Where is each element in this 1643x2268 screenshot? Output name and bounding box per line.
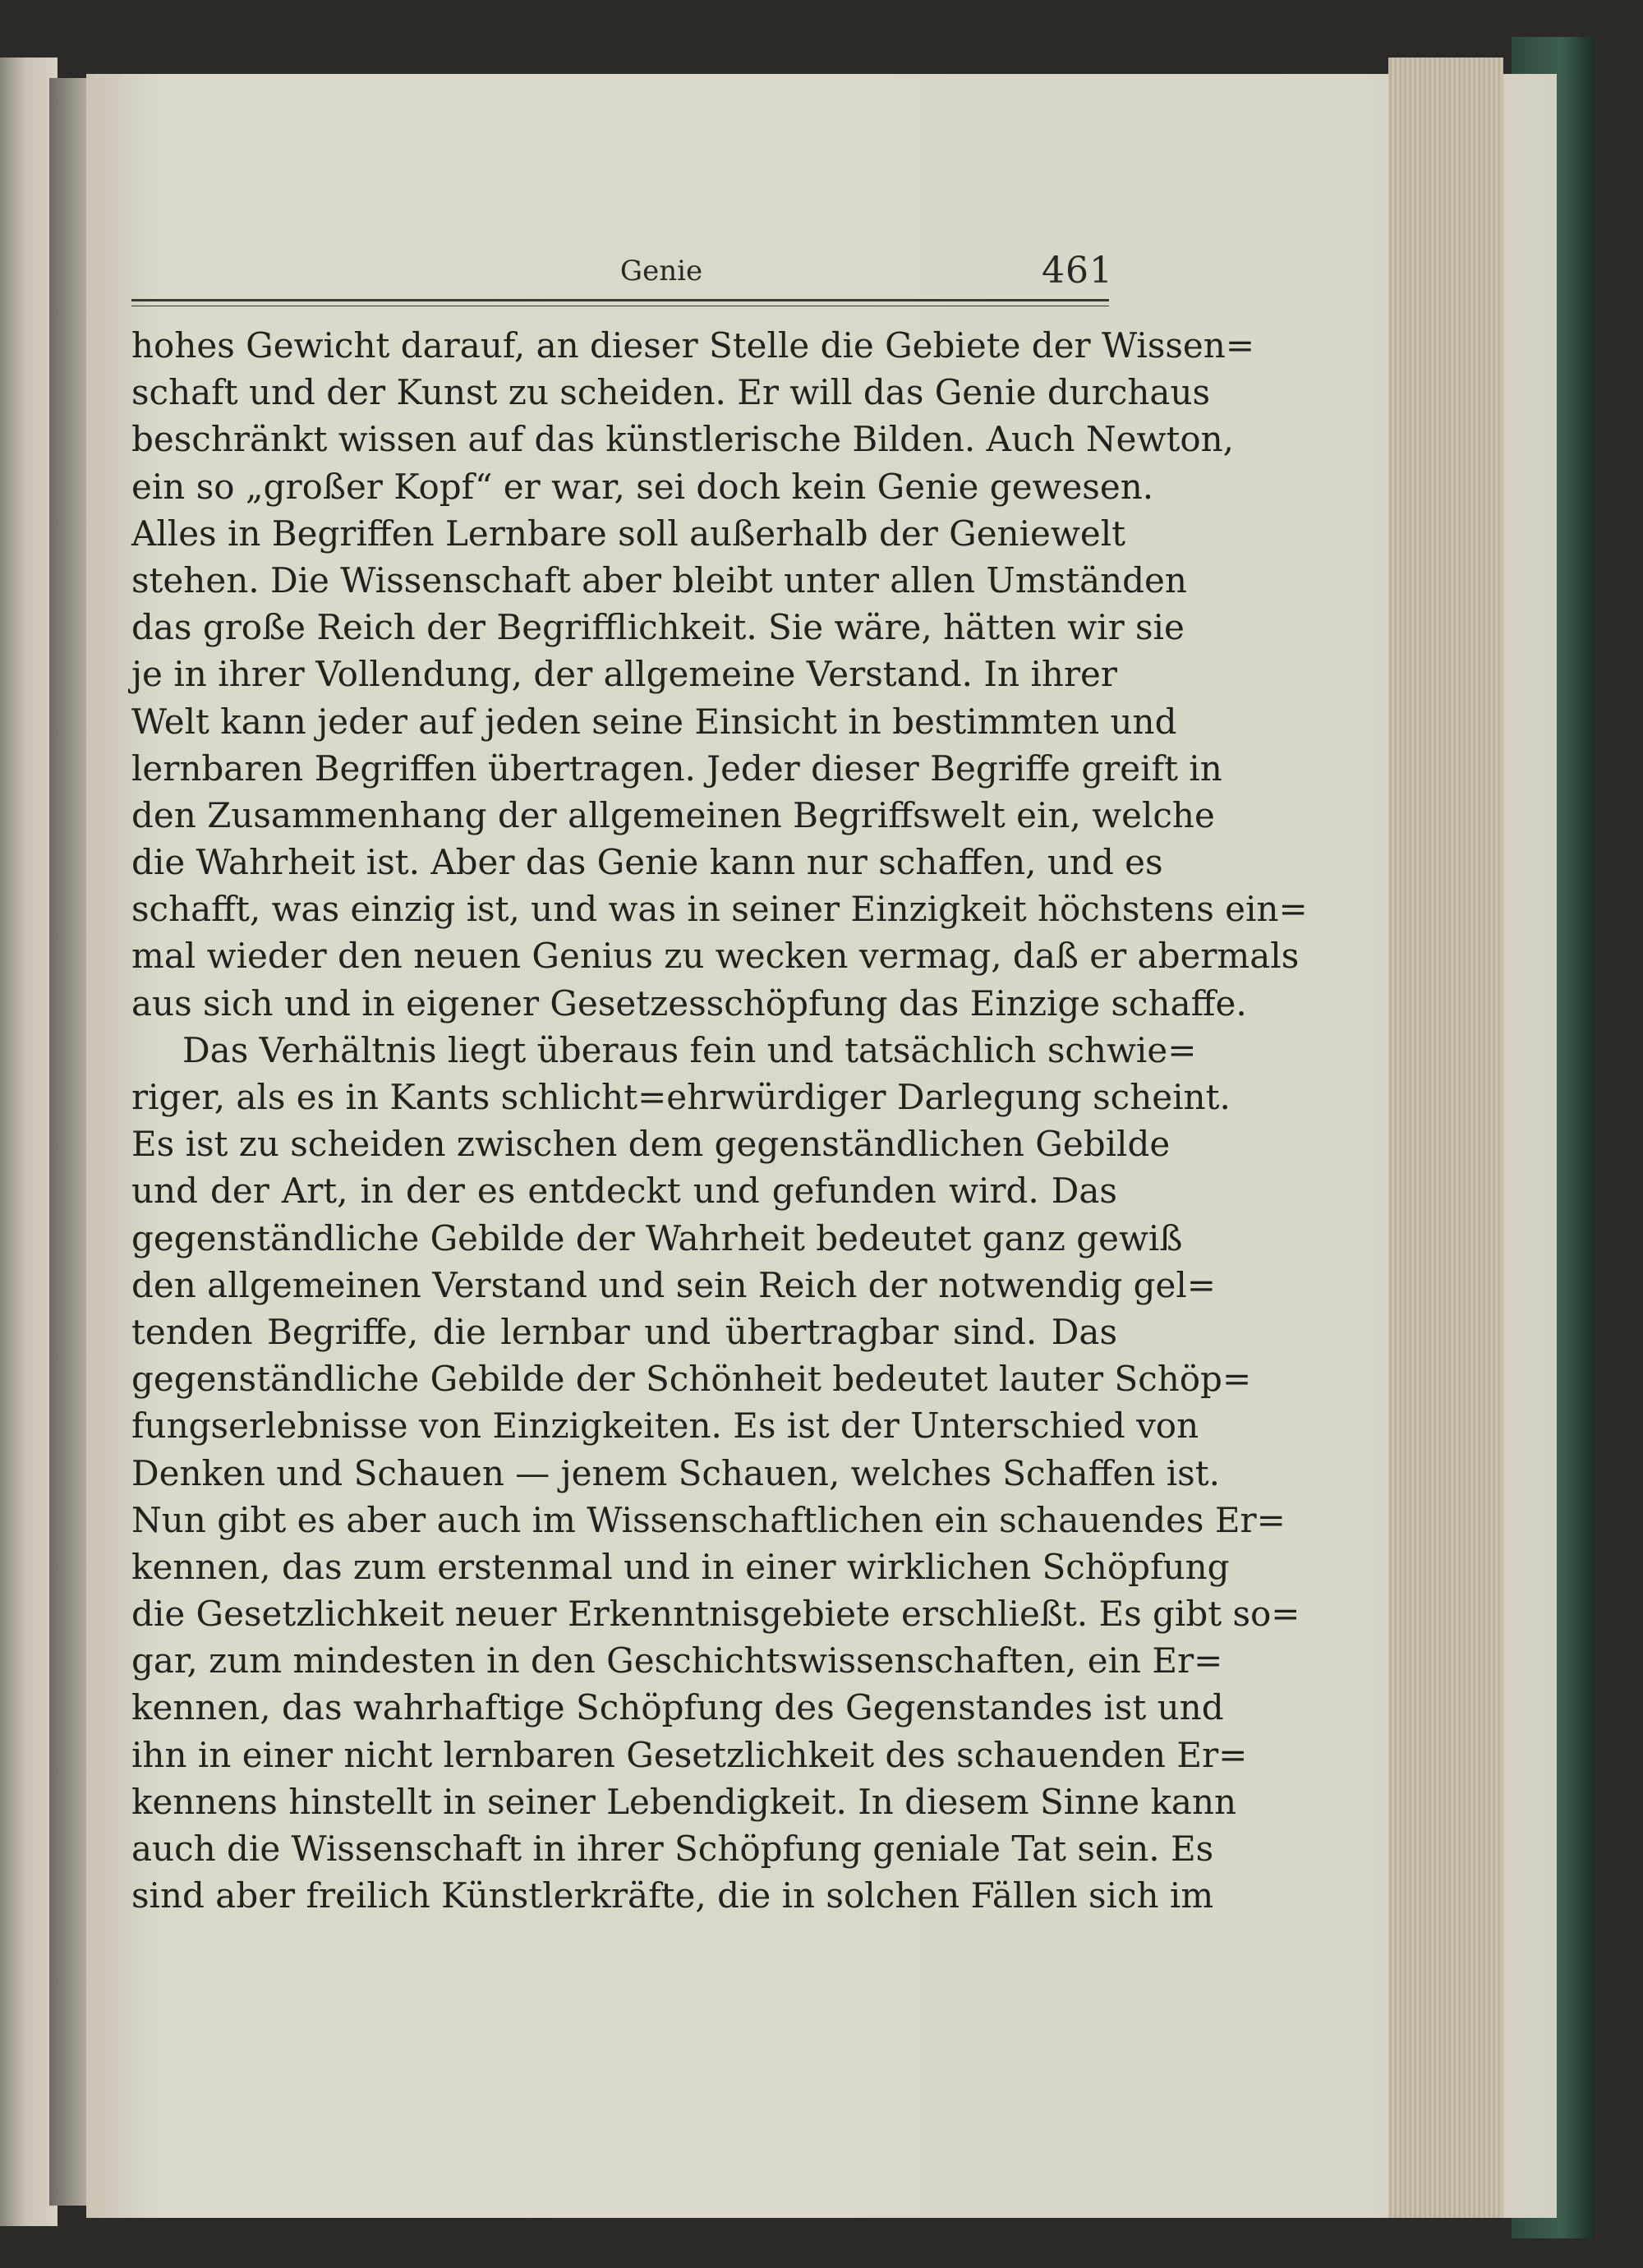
text-line: gar, zum mindesten in den Geschichtswissenschaften, ein Er= [131, 1640, 1223, 1681]
text-line: mal wieder den neuen Genius zu wecken vermag, daß er abermals [131, 936, 1300, 977]
text-line: gegenständliche Gebilde der Wahrheit bedeutet ganz gewiß [131, 1217, 1183, 1258]
text-line: kennens hinstellt in seiner Lebendigkeit. In diesem Sinne kann [131, 1781, 1237, 1822]
text-line: tenden Begriffe, die lernbar und übertragbar sind. Das [131, 1311, 1117, 1352]
text-line: Das Verhältnis liegt überaus fein und tatsächlich schwie= [182, 1029, 1197, 1070]
text-line: Alles in Begriffen Lernbare soll außerhalb der Geniewelt [131, 513, 1126, 554]
text-line: Welt kann jeder auf jeden seine Einsicht in bestimmten und [131, 701, 1177, 742]
page-block-edges [1388, 58, 1503, 2218]
header-rule [131, 299, 1109, 301]
text-line: die Wahrheit ist. Aber das Genie kann nur schaffen, und es [131, 842, 1163, 883]
text-line: kennen, das wahrhaftige Schöpfung des Gegenstandes ist und [131, 1687, 1224, 1728]
text-line: ein so „großer Kopf“ er war, sei doch kein Genie gewesen. [131, 466, 1154, 507]
text-line: lernbaren Begriffen übertragen. Jeder dieser Begriffe greift in [131, 748, 1222, 789]
text-line: den Zusammenhang der allgemeinen Begriffswelt ein, welche [131, 794, 1215, 835]
text-line: gegenständliche Gebilde der Schönheit bedeutet lauter Schöp= [131, 1359, 1252, 1400]
text-line: Nun gibt es aber auch im Wissenschaftlichen ein schauendes Er= [131, 1499, 1286, 1540]
text-line: ihn in einer nicht lernbaren Gesetzlichkeit des schauenden Er= [131, 1734, 1248, 1775]
text-line: sind aber freilich Künstlerkräfte, die in solchen Fällen sich im [131, 1875, 1214, 1916]
text-line: stehen. Die Wissenschaft aber bleibt unter allen Umständen [131, 559, 1187, 600]
text-line: je in ihrer Vollendung, der allgemeine Verstand. In ihrer [131, 654, 1117, 695]
running-head [127, 246, 1113, 304]
text-line: aus sich und in eigener Gesetzesschöpfung das Einzige schaffe. [131, 982, 1247, 1024]
book-gutter [49, 78, 90, 2206]
text-line: Denken und Schauen — jenem Schauen, welches Schaffen ist. [131, 1452, 1220, 1493]
text-line: schaft und der Kunst zu scheiden. Er will das Genie durchaus [131, 372, 1211, 413]
running-title: Genie [619, 255, 703, 288]
text-line: Es ist zu scheiden zwischen dem gegenständlichen Gebilde [131, 1124, 1171, 1165]
text-line: die Gesetzlichkeit neuer Erkenntnisgebiete erschließt. Es gibt so= [131, 1594, 1300, 1635]
text-line: und der Art, in der es entdeckt und gefunden wird. Das [131, 1171, 1117, 1212]
text-line: kennen, das zum erstenmal und in einer wirklichen Schöpfung [131, 1546, 1230, 1587]
text-line: das große Reich der Begrifflichkeit. Sie wäre, hätten wir sie [131, 607, 1185, 648]
text-line: riger, als es in Kants schlicht=ehrwürdiger Darlegung scheint. [131, 1077, 1231, 1117]
text-line: hohes Gewicht darauf, an dieser Stelle die Gebiete der Wissen= [131, 325, 1255, 366]
text-line: auch die Wissenschaft in ihrer Schöpfung geniale Tat sein. Es [131, 1829, 1214, 1869]
text-line: beschränkt wissen auf das künstlerische Bilden. Auch Newton, [131, 419, 1235, 460]
text-line: den allgemeinen Verstand und sein Reich der notwendig gel= [131, 1264, 1216, 1305]
page-number: 461 [1042, 250, 1113, 292]
text-line: fungserlebnisse von Einzigkeiten. Es ist der Unterschied von [131, 1405, 1199, 1447]
text-line: schafft, was einzig ist, und was in seiner Einzigkeit höchstens ein= [131, 889, 1308, 930]
body-text [131, 322, 1308, 1919]
